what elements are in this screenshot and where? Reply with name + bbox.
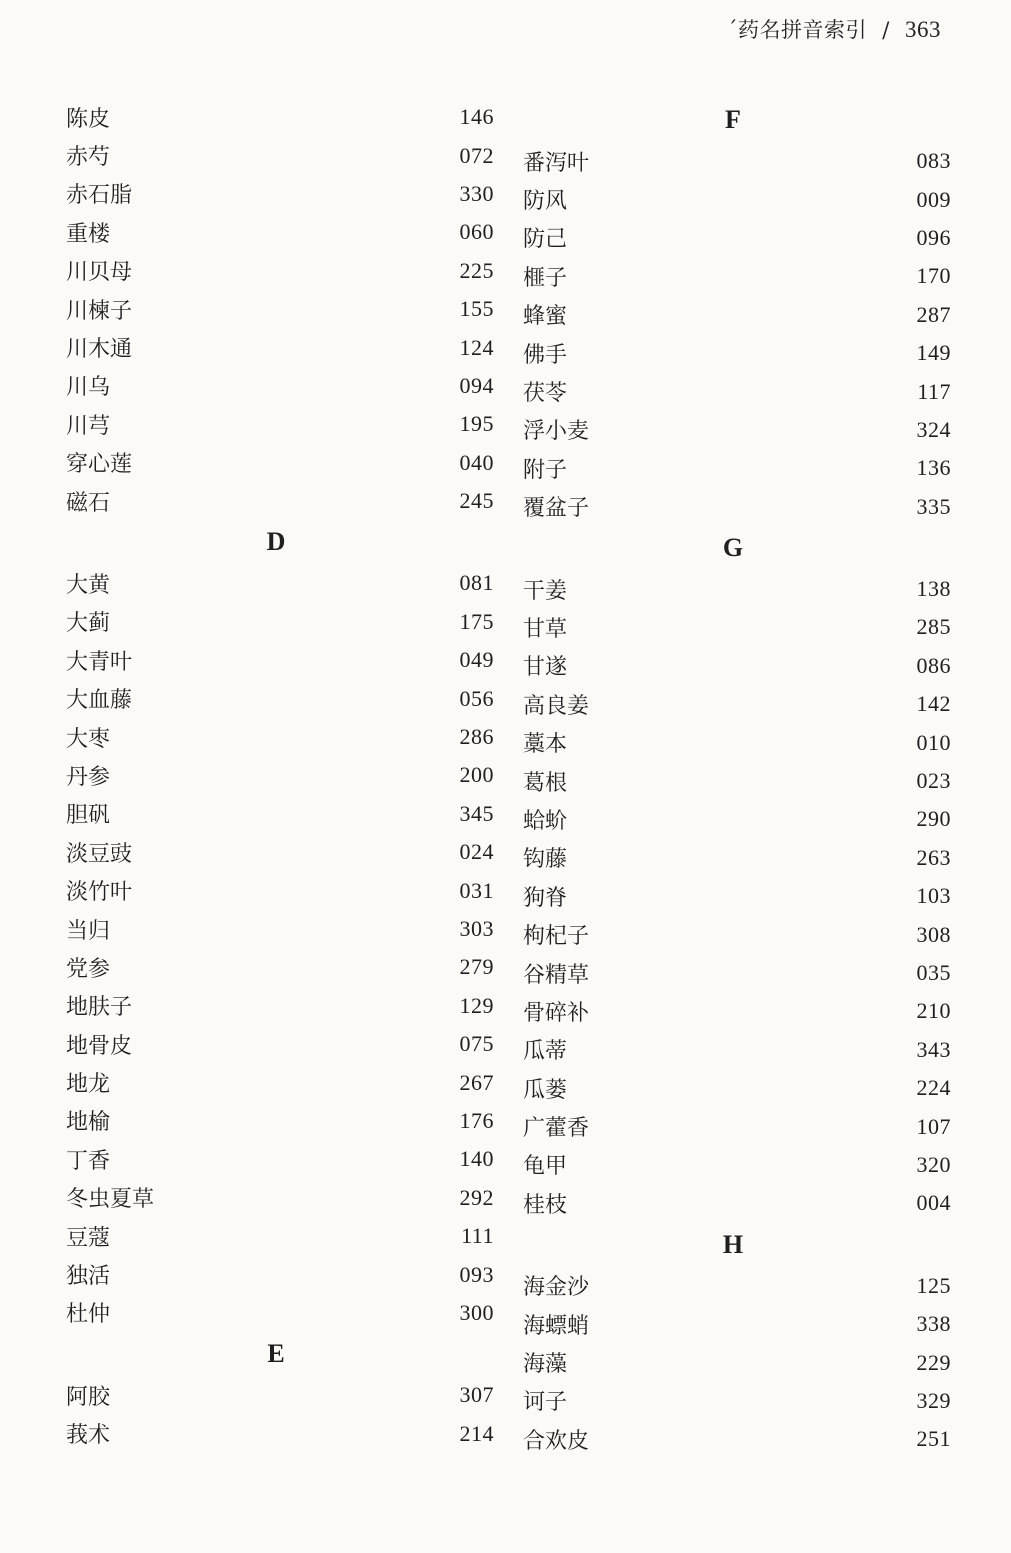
index-entry: [523, 1069, 951, 1107]
entry-page-number: 023: [916, 768, 951, 794]
herb-name: 丹参: [66, 764, 111, 790]
herb-name: 莪术: [66, 1423, 111, 1449]
section-letter: E: [267, 1339, 285, 1369]
index-entry: [523, 219, 951, 257]
herb-name: 丁香: [66, 1148, 111, 1174]
index-entry: [523, 296, 951, 334]
index-entry: [66, 833, 494, 871]
index-entry: [66, 175, 494, 213]
entry-page-number: 279: [459, 954, 494, 980]
entry-page-number: 031: [459, 877, 494, 903]
entry-page-number: 225: [459, 257, 494, 283]
entry-page-number: 267: [459, 1069, 494, 1095]
entry-page-number: 124: [459, 334, 494, 360]
herb-name: 甘草: [523, 616, 568, 642]
index-entry: [523, 1267, 951, 1305]
entry-page-number: 307: [459, 1382, 494, 1408]
entry-page-number: 195: [459, 411, 494, 437]
herb-name: 党参: [66, 956, 111, 982]
herb-name: 赤芍: [66, 145, 111, 171]
herb-name: 广藿香: [523, 1116, 590, 1142]
herb-name: 地肤子: [66, 995, 133, 1021]
index-entry: [66, 367, 494, 405]
entry-page-number: 009: [916, 186, 951, 212]
entry-page-number: 308: [916, 921, 951, 947]
index-entry: [66, 603, 494, 641]
entry-page-number: 136: [916, 455, 951, 481]
entry-page-number: 214: [459, 1420, 494, 1446]
index-entry: [523, 1420, 951, 1458]
entry-page-number: 263: [916, 844, 951, 870]
index-entry: [66, 290, 494, 328]
index-entry: [523, 257, 951, 295]
entry-page-number: 200: [459, 762, 494, 788]
entry-page-number: 010: [916, 729, 951, 755]
index-entry: [523, 1031, 951, 1069]
header-title: ´药名拼音索引: [727, 18, 868, 42]
herb-name: 大青叶: [66, 649, 133, 675]
index-entry: [523, 180, 951, 218]
entry-page-number: 103: [916, 883, 951, 909]
index-entry: [66, 948, 494, 986]
index-entry: [66, 718, 494, 756]
herb-name: 谷精草: [523, 962, 590, 988]
entry-page-number: 345: [459, 800, 494, 826]
entry-page-number: 290: [916, 806, 951, 832]
herb-name: 地龙: [66, 1072, 111, 1098]
entry-page-number: 083: [916, 148, 951, 174]
herb-name: 大血藤: [66, 688, 133, 714]
entry-page-number: 142: [916, 691, 951, 717]
index-entry: [523, 762, 951, 800]
entry-page-number: 330: [459, 180, 494, 206]
index-entry: [66, 405, 494, 443]
herb-name: 甘遂: [523, 655, 568, 681]
herb-name: 高良姜: [523, 693, 590, 719]
herb-name: 淡豆豉: [66, 841, 133, 867]
index-entry: [66, 871, 494, 909]
index-column-left: [66, 98, 494, 1453]
index-entry: [66, 564, 494, 602]
entry-page-number: 107: [916, 1113, 951, 1139]
index-entry: [523, 372, 951, 410]
index-entry: [523, 570, 951, 608]
index-entry: [523, 1184, 951, 1222]
herb-name: 蜂蜜: [523, 304, 568, 330]
index-entry: [66, 910, 494, 948]
index-entry: [523, 334, 951, 372]
index-entry: [523, 685, 951, 723]
entry-page-number: 176: [459, 1107, 494, 1133]
herb-name: 龟甲: [523, 1154, 568, 1180]
entry-page-number: 024: [459, 839, 494, 865]
entry-page-number: 210: [916, 998, 951, 1024]
herb-name: 川木通: [66, 337, 133, 363]
entry-page-number: 300: [459, 1299, 494, 1325]
herb-name: 桂枝: [523, 1192, 568, 1218]
entry-page-number: 343: [916, 1036, 951, 1062]
entry-page-number: 094: [459, 372, 494, 398]
herb-name: 川芎: [66, 413, 111, 439]
herb-name: 覆盆子: [523, 496, 590, 522]
entry-page-number: 224: [916, 1075, 951, 1101]
entry-page-number: 138: [916, 576, 951, 602]
herb-name: 重楼: [66, 221, 111, 247]
section-letter: H: [722, 1229, 744, 1259]
index-entry: [66, 1102, 494, 1140]
herb-name: 防己: [523, 227, 568, 253]
herb-name: 藁本: [523, 732, 568, 758]
index-entry: [523, 1382, 951, 1420]
herb-name: 海藻: [523, 1352, 568, 1378]
section-letter: G: [722, 532, 744, 562]
herb-name: 佛手: [523, 342, 568, 368]
index-entry: [523, 800, 951, 838]
herb-name: 浮小麦: [523, 419, 590, 445]
herb-name: 淡竹叶: [66, 880, 133, 906]
entry-page-number: 049: [459, 647, 494, 673]
index-entry: [66, 1376, 494, 1414]
page-number: 363: [905, 17, 941, 42]
entry-page-number: 146: [459, 104, 494, 130]
entry-page-number: 245: [459, 488, 494, 514]
entry-page-number: 140: [459, 1146, 494, 1172]
entry-page-number: 175: [459, 608, 494, 634]
running-header: [727, 14, 941, 44]
index-entry: [523, 992, 951, 1030]
herb-name: 川楝子: [66, 298, 133, 324]
entry-page-number: 125: [916, 1272, 951, 1298]
herb-name: 当归: [66, 918, 111, 944]
herb-name: 大枣: [66, 726, 111, 752]
herb-name: 蛤蚧: [523, 808, 568, 834]
index-entry: [523, 1146, 951, 1184]
entry-page-number: 335: [916, 493, 951, 519]
index-entry: [523, 1343, 951, 1381]
herb-name: 葛根: [523, 770, 568, 796]
herb-name: 豆蔻: [66, 1225, 111, 1251]
entry-page-number: 117: [917, 378, 951, 404]
index-entry: [66, 252, 494, 290]
herb-name: 川贝母: [66, 260, 133, 286]
entry-page-number: 155: [459, 296, 494, 322]
herb-name: 诃子: [523, 1390, 568, 1416]
herb-name: 钩藤: [523, 847, 568, 873]
index-entry: [66, 1255, 494, 1293]
entry-page-number: 338: [916, 1311, 951, 1337]
index-entry: [523, 839, 951, 877]
index-entry: [66, 679, 494, 717]
header-separator: /: [882, 18, 890, 42]
index-entry: [523, 877, 951, 915]
index-column-right: [523, 98, 951, 1459]
entry-page-number: 093: [459, 1261, 494, 1287]
index-entry: [66, 1415, 494, 1453]
index-entry: [66, 1140, 494, 1178]
entry-page-number: 060: [459, 219, 494, 245]
index-entry: [523, 723, 951, 761]
entry-page-number: 287: [916, 301, 951, 327]
herb-name: 合欢皮: [523, 1428, 590, 1454]
entry-page-number: 286: [459, 724, 494, 750]
index-entry: [66, 641, 494, 679]
entry-page-number: 303: [459, 916, 494, 941]
herb-name: 大蓟: [66, 611, 111, 637]
index-entry: [66, 1179, 494, 1217]
entry-page-number: 129: [459, 992, 494, 1018]
herb-name: 瓜蒌: [523, 1077, 568, 1103]
herb-name: 独活: [66, 1264, 111, 1290]
index-entry: [66, 213, 494, 251]
index-entry: [66, 1025, 494, 1063]
index-entry: [523, 647, 951, 685]
herb-name: 茯苓: [523, 381, 568, 407]
index-entry: [66, 444, 494, 482]
entry-page-number: 040: [459, 449, 494, 475]
index-entry: [523, 1107, 951, 1145]
herb-name: 干姜: [523, 578, 568, 604]
herb-name: 赤石脂: [66, 183, 133, 209]
herb-name: 磁石: [66, 490, 111, 516]
entry-page-number: 170: [916, 263, 951, 289]
index-entry: [66, 987, 494, 1025]
herb-name: 陈皮: [66, 106, 111, 132]
herb-name: 骨碎补: [523, 1000, 590, 1026]
entry-page-number: 149: [916, 340, 951, 366]
herb-name: 川乌: [66, 375, 111, 401]
herb-name: 大黄: [66, 572, 111, 598]
entry-page-number: 329: [916, 1387, 951, 1413]
herb-name: 地榆: [66, 1110, 111, 1136]
index-entry: [523, 142, 951, 180]
entry-page-number: 111: [461, 1223, 494, 1249]
herb-name: 穿心莲: [66, 452, 133, 478]
herb-name: 海金沙: [523, 1275, 590, 1301]
herb-name: 番泻叶: [523, 150, 590, 176]
index-entry: [523, 954, 951, 992]
index-entry: [66, 482, 494, 520]
index-entry: [523, 1305, 951, 1343]
entry-page-number: 056: [459, 685, 494, 711]
herb-name: 冬虫夏草: [66, 1187, 155, 1213]
entry-page-number: 324: [916, 416, 951, 442]
herb-name: 狗脊: [523, 885, 568, 911]
herb-name: 枸杞子: [523, 924, 590, 950]
entry-page-number: 004: [916, 1190, 951, 1216]
entry-page-number: 081: [459, 570, 494, 596]
herb-name: 瓜蒂: [523, 1039, 568, 1065]
entry-page-number: 292: [459, 1184, 494, 1210]
herb-name: 附子: [523, 457, 568, 483]
index-entry: [66, 1217, 494, 1255]
entry-page-number: 285: [916, 614, 951, 640]
entry-page-number: 086: [916, 652, 951, 678]
section-letter: D: [266, 527, 286, 557]
index-entry: [66, 795, 494, 833]
herb-name: 地骨皮: [66, 1033, 133, 1059]
herb-name: 阿胶: [66, 1384, 111, 1410]
index-entry: [66, 136, 494, 174]
entry-page-number: 320: [916, 1151, 951, 1177]
entry-page-number: 229: [916, 1349, 951, 1375]
herb-name: 胆矾: [66, 803, 111, 829]
index-entry: [66, 98, 494, 136]
entry-page-number: 075: [459, 1031, 494, 1057]
index-entry: [66, 328, 494, 366]
index-entry: [523, 488, 951, 526]
entry-page-number: 251: [916, 1426, 951, 1452]
index-entry: [66, 1063, 494, 1101]
index-entry: [66, 756, 494, 794]
index-entry: [523, 411, 951, 449]
herb-name: 榧子: [523, 265, 568, 291]
index-entry: [523, 608, 951, 646]
index-entry: [523, 449, 951, 487]
index-entry: [66, 1294, 494, 1332]
herb-name: 防风: [523, 189, 568, 215]
section-letter: F: [725, 105, 741, 134]
entry-page-number: 035: [916, 960, 951, 985]
herb-name: 杜仲: [66, 1302, 111, 1328]
herb-name: 海螵蛸: [523, 1313, 590, 1339]
entry-page-number: 096: [916, 224, 951, 250]
entry-page-number: 072: [459, 142, 494, 168]
index-entry: [523, 915, 951, 953]
